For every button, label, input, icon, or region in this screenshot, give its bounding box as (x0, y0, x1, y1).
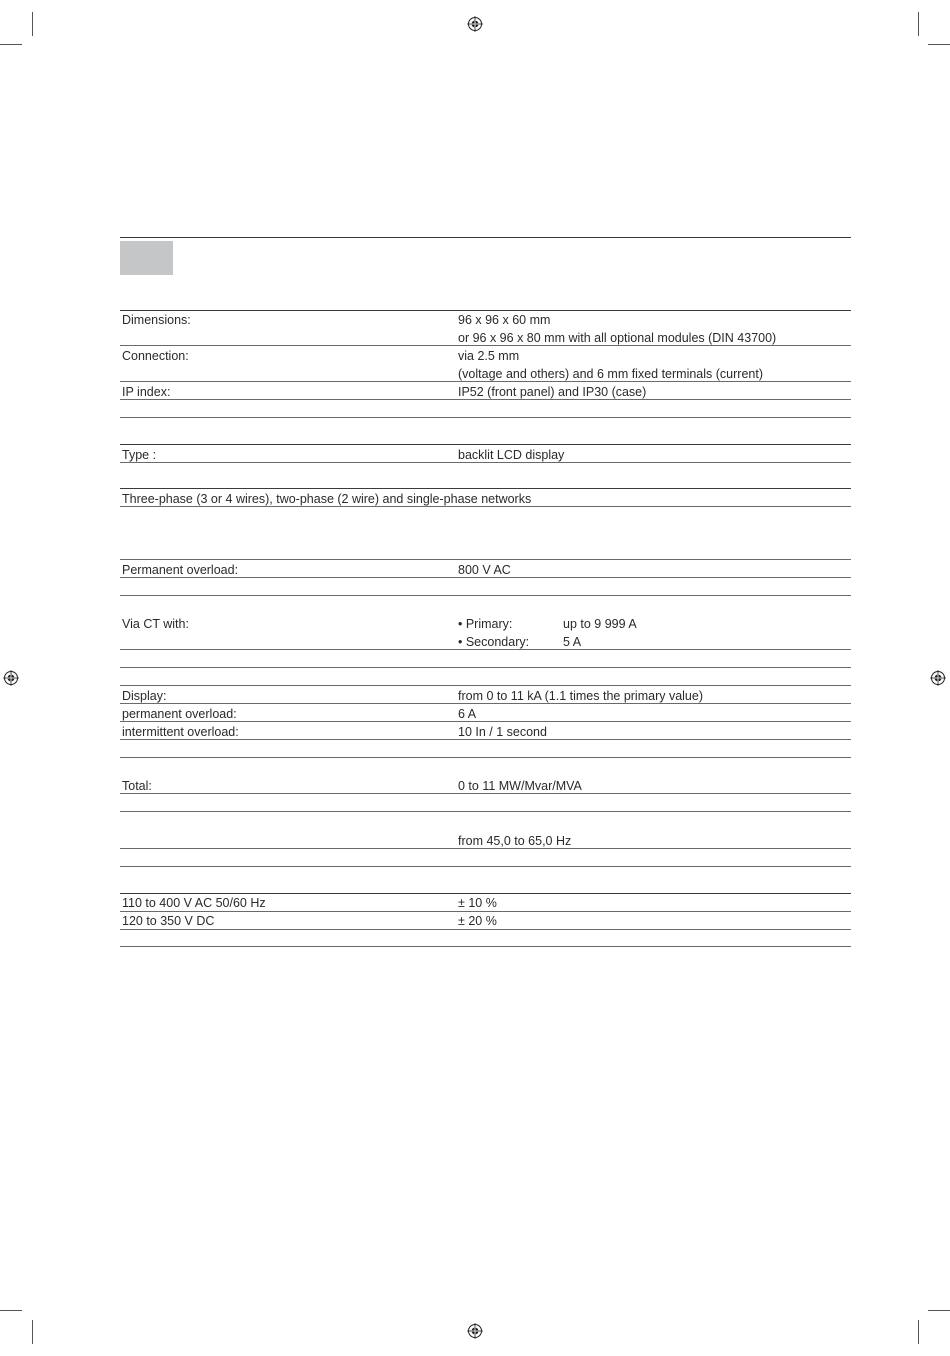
table-rule (120, 310, 851, 311)
table-rule (120, 721, 851, 722)
crop-mark (928, 1310, 950, 1311)
intermittent-overload-label: intermittent overload: (122, 725, 239, 739)
secondary-label: • Secondary: (458, 635, 530, 649)
crop-mark (32, 1320, 33, 1344)
section-marker (120, 241, 173, 275)
table-rule (120, 893, 851, 894)
via-ct-label: Via CT with: (122, 617, 189, 631)
frequency-value: from 45,0 to 65,0 Hz (458, 834, 572, 848)
table-rule (120, 793, 851, 794)
table-rule (120, 929, 851, 930)
display-type-value: backlit LCD display (458, 448, 565, 462)
current-permanent-overload-value: 6 A (458, 707, 477, 721)
networks-text: Three-phase (3 or 4 wires), two-phase (2 wire) and single-phase networks (122, 492, 532, 506)
connection-label: Connection: (122, 349, 189, 363)
table-rule (120, 911, 851, 912)
table-rule (120, 739, 851, 740)
table-rule (120, 488, 851, 489)
crop-mark (928, 44, 950, 45)
power-total-label: Total: (122, 779, 152, 793)
primary-label: • Primary: (458, 617, 513, 631)
power-total-value: 0 to 11 MW/Mvar/MVA (458, 779, 582, 793)
dc-supply-label: 120 to 350 V DC (122, 914, 215, 928)
dimensions-label: Dimensions: (122, 313, 191, 327)
table-rule (120, 866, 851, 867)
table-rule (120, 667, 851, 668)
table-rule (120, 811, 851, 812)
table-rule (120, 399, 851, 400)
current-display-label: Display: (122, 689, 167, 703)
registration-target-icon (467, 16, 483, 32)
ip-index-value: IP52 (front panel) and IP30 (case) (458, 385, 647, 399)
crop-mark (918, 1320, 919, 1344)
secondary-value: 5 A (563, 635, 582, 649)
current-permanent-overload-label: permanent overload: (122, 707, 237, 721)
section-rule (120, 237, 851, 238)
table-rule (120, 559, 851, 560)
table-rule (120, 703, 851, 704)
ac-supply-label: 110 to 400 V AC 50/60 Hz (122, 896, 266, 910)
ip-index-label: IP index: (122, 385, 171, 399)
table-rule (120, 577, 851, 578)
intermittent-overload-value: 10 In / 1 second (458, 725, 547, 739)
primary-value: up to 9 999 A (563, 617, 637, 631)
table-rule (120, 381, 851, 382)
table-rule (120, 462, 851, 463)
permanent-overload-value: 800 V AC (458, 563, 511, 577)
table-rule (120, 595, 851, 596)
dc-supply-value: ± 20 % (458, 914, 497, 928)
dimensions-value-alt: or 96 x 96 x 80 mm with all optional modules (DIN 43700) (458, 331, 777, 345)
permanent-overload-label: Permanent overload: (122, 563, 239, 577)
ac-supply-value: ± 10 % (458, 896, 497, 910)
display-type-label: Type : (122, 448, 157, 462)
registration-target-icon (930, 670, 946, 686)
registration-target-icon (3, 670, 19, 686)
table-rule (120, 649, 851, 650)
crop-mark (918, 12, 919, 36)
connection-value: via 2.5 mm (458, 349, 520, 363)
table-rule (120, 946, 851, 947)
table-rule (120, 345, 851, 346)
table-rule (120, 848, 851, 849)
connection-value-detail: (voltage and others) and 6 mm fixed terminals (current) (458, 367, 763, 381)
table-rule (120, 685, 851, 686)
table-rule (120, 417, 851, 418)
registration-target-icon (467, 1323, 483, 1339)
current-display-value: from 0 to 11 kA (1.1 times the primary value) (458, 689, 704, 703)
table-rule (120, 444, 851, 445)
crop-mark (32, 12, 33, 36)
table-rule (120, 757, 851, 758)
crop-mark (0, 44, 22, 45)
crop-mark (0, 1310, 22, 1311)
table-rule (120, 506, 851, 507)
dimensions-value: 96 x 96 x 60 mm (458, 313, 551, 327)
